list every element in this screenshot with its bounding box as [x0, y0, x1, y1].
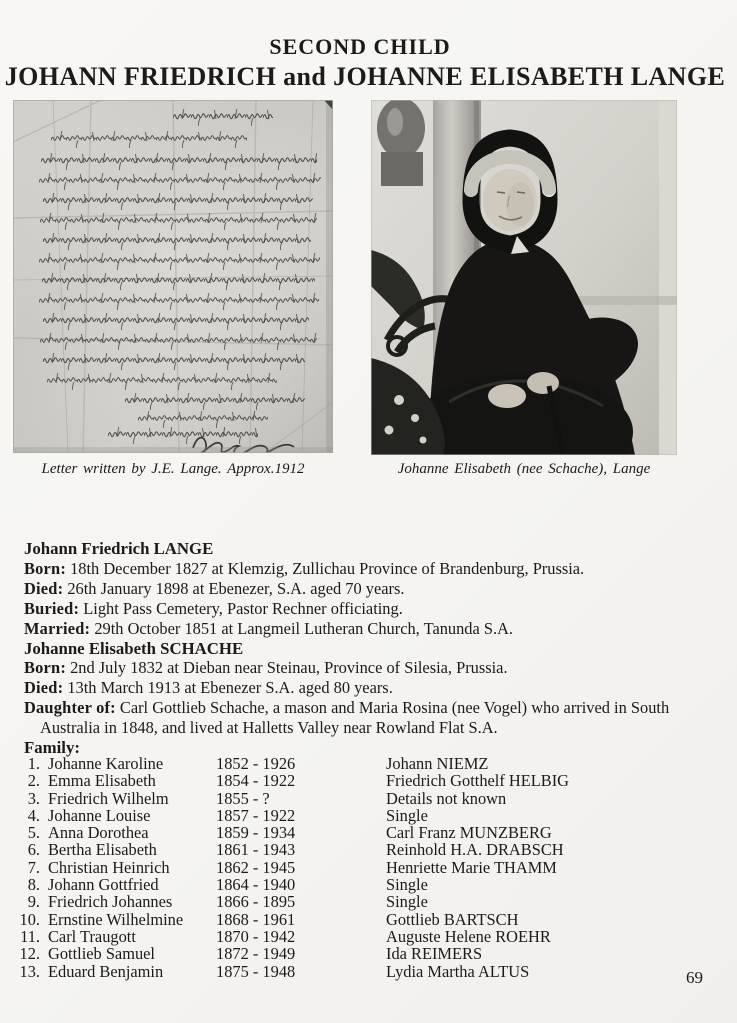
fact-text: 29th October 1851 at Langmeil Lutheran Church, Tanunda S.A. — [94, 618, 514, 638]
child-number: 12. — [19, 944, 40, 964]
family-row — [18, 893, 718, 910]
child-spouse: Johann NIEMZ — [386, 754, 489, 773]
child-spouse: Ida REIMERS — [386, 944, 483, 964]
child-number: 10. — [19, 909, 40, 929]
child-name: Gottlieb Samuel — [48, 944, 155, 964]
child-spouse: Single — [386, 892, 428, 912]
page-subtitle: JOHANN FRIEDRICH and JOHANNE ELISABETH LANGE — [4, 62, 726, 91]
child-number: 4. — [27, 805, 40, 825]
child-spouse: Auguste Helene ROEHR — [386, 926, 551, 946]
page-title: SECOND CHILD — [269, 34, 451, 59]
child-number: 1. — [27, 754, 40, 773]
child-years: 1861 - 1943 — [216, 840, 296, 860]
child-name: Johanne Louise — [48, 805, 151, 825]
fact-line — [24, 559, 716, 579]
urn-decoration — [377, 100, 425, 186]
child-spouse: Single — [386, 875, 428, 895]
child-years: 1864 - 1940 — [216, 875, 296, 895]
family-row — [18, 841, 718, 858]
child-spouse: Single — [386, 805, 428, 825]
fact-line — [24, 698, 716, 738]
family-row — [18, 772, 718, 789]
family-row — [18, 945, 718, 962]
page-number: 69 — [686, 968, 703, 987]
child-name: Johanne Karoline — [48, 754, 164, 773]
child-number: 2. — [27, 771, 40, 791]
portrait-photo — [371, 100, 677, 455]
fact-label: Daughter of: — [24, 698, 116, 718]
child-name: Friedrich Johannes — [48, 892, 173, 912]
child-number: 13. — [19, 961, 40, 981]
child-number: 6. — [27, 840, 40, 860]
child-name: Friedrich Wilhelm — [48, 788, 169, 808]
child-name: Anna Dorothea — [48, 823, 149, 843]
child-years: 1862 - 1945 — [216, 857, 296, 877]
family-label: Family: — [24, 738, 80, 758]
child-number: 11. — [20, 926, 40, 946]
fact-text: Carl Gottlieb Schache, a mason and Maria Rosina (nee Vogel) who arrived in South Australia in 1848, and lived at Halletts Valley near Rowland Flat S.A. — [40, 698, 670, 738]
child-number: 7. — [27, 857, 40, 877]
child-years: 1852 - 1926 — [216, 754, 296, 773]
fact-label: Buried: — [24, 598, 80, 618]
family-row — [18, 824, 718, 841]
child-spouse: Carl Franz MUNZBERG — [386, 823, 552, 843]
fact-text: 13th March 1913 at Ebenezer S.A. aged 80 years. — [67, 678, 393, 698]
fact-text: 2nd July 1832 at Dieban near Steinau, Province of Silesia, Prussia. — [70, 658, 508, 678]
face — [483, 169, 537, 231]
child-number: 5. — [27, 823, 40, 843]
fact-line — [24, 579, 716, 599]
child-name: Emma Elisabeth — [48, 771, 156, 791]
family-row — [18, 876, 718, 893]
biography-section — [24, 539, 716, 758]
child-years: 1859 - 1934 — [216, 823, 296, 843]
child-years: 1875 - 1948 — [216, 961, 296, 981]
child-number: 9. — [27, 892, 40, 912]
child-years: 1872 - 1949 — [216, 944, 296, 964]
fact-label: Born: — [24, 658, 66, 678]
fact-text: 26th January 1898 at Ebenezer, S.A. aged 70 years. — [67, 578, 405, 598]
family-list-body — [18, 755, 718, 980]
child-years: 1855 - ? — [216, 788, 270, 808]
child-spouse: Lydia Martha ALTUS — [386, 961, 530, 981]
family-row — [18, 859, 718, 876]
letter-photo — [13, 100, 333, 453]
child-name: Bertha Elisabeth — [48, 840, 157, 860]
child-name: Christian Heinrich — [48, 857, 170, 877]
child-years: 1868 - 1961 — [216, 909, 296, 929]
letter-caption: Letter written by J.E. Lange. Approx.1912 — [41, 461, 305, 477]
family-row — [18, 755, 718, 772]
child-name: Johann Gottfried — [48, 875, 159, 895]
fact-line — [24, 619, 716, 639]
child-number: 8. — [27, 875, 40, 895]
fact-line — [24, 599, 716, 619]
child-name: Carl Traugott — [48, 926, 136, 946]
child-spouse: Friedrich Gotthelf HELBIG — [386, 771, 569, 791]
child-spouse: Details not known — [386, 788, 507, 808]
family-row — [18, 790, 718, 807]
husband-name: Johann Friedrich LANGE — [24, 539, 214, 558]
child-years: 1870 - 1942 — [216, 926, 296, 946]
fact-text: Light Pass Cemetery, Pastor Rechner officiating. — [83, 598, 403, 618]
family-row — [18, 911, 718, 928]
photo-caption: Johanne Elisabeth (nee Schache), Lange — [397, 461, 651, 477]
fact-text: 18th December 1827 at Klemzig, Zullichau Province of Brandenburg, Prussia. — [70, 558, 585, 578]
portrait-image — [371, 100, 677, 455]
fact-label: Married: — [24, 618, 91, 638]
child-years: 1857 - 1922 — [216, 805, 296, 825]
fact-label: Born: — [24, 558, 66, 578]
child-spouse: Gottlieb BARTSCH — [386, 909, 519, 929]
wife-name: Johanne Elisabeth SCHACHE — [24, 638, 244, 658]
family-row — [18, 807, 718, 824]
child-years: 1854 - 1922 — [216, 771, 296, 791]
family-row — [18, 963, 718, 980]
child-years: 1866 - 1895 — [216, 892, 296, 912]
fact-line — [24, 658, 716, 678]
child-spouse: Henriette Marie THAMM — [386, 857, 557, 877]
child-spouse: Reinhold H.A. DRABSCH — [386, 840, 564, 860]
hands — [488, 384, 526, 408]
fact-label: Died: — [24, 578, 64, 598]
letter-image — [13, 100, 333, 453]
child-number: 3. — [27, 788, 40, 808]
fact-line — [24, 678, 716, 698]
child-name: Eduard Benjamin — [48, 961, 164, 981]
child-name: Ernstine Wilhelmine — [48, 909, 184, 929]
family-row — [18, 928, 718, 945]
fact-label: Died: — [24, 678, 64, 698]
